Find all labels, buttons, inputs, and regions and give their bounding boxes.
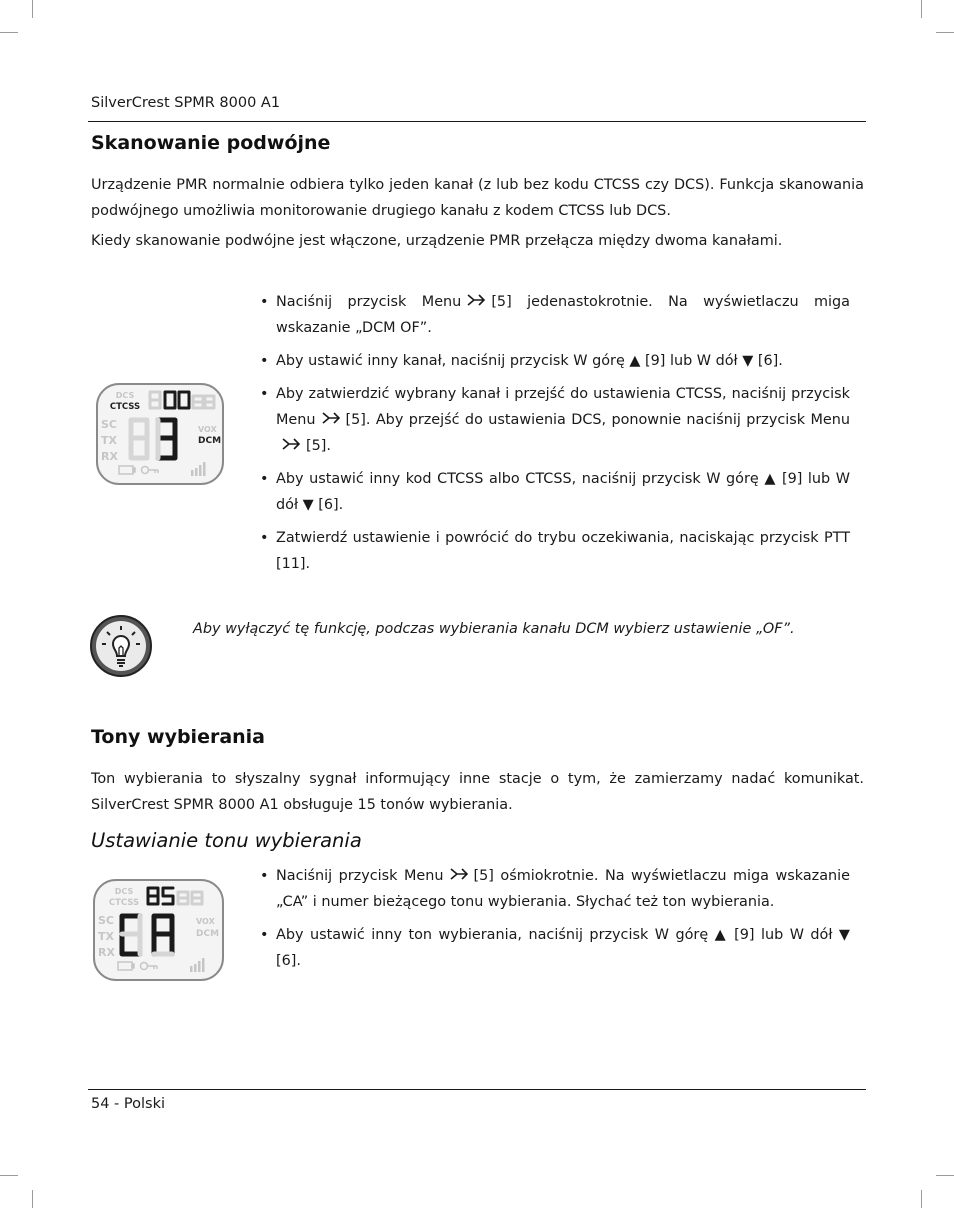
running-header: SilverCrest SPMR 8000 A1 <box>91 95 281 111</box>
section-heading-dual-scan: Skanowanie podwójne <box>91 132 331 154</box>
lcd-tx-label: TX <box>101 434 117 447</box>
page-footer: 54 - Polski <box>91 1096 166 1112</box>
bullet-list-dual-scan <box>258 289 850 584</box>
crop-mark <box>0 1175 18 1176</box>
lcd-sc-label: SC <box>101 418 117 431</box>
list-item-text: Aby ustawić inny kod CTCSS albo CTCSS, naciśnij przycisk W górę ▲ [9] lub W dół ▼ [6]. <box>276 471 850 513</box>
lcd-display-illustration <box>92 878 225 982</box>
paragraph: Urządzenie PMR normalnie odbiera tylko jeden kanał (z lub bez kodu CTCSS czy DCS). Funkcja skanowania podwójnego umożliwia monitorowanie drugiego kanału z kodem CTCSS lub DCS. <box>91 177 864 219</box>
lcd-dcm-label: DCM <box>198 436 222 446</box>
lcd-dcs-label: DCS <box>114 887 134 896</box>
list-item-text: Aby ustawić inny kanał, naciśnij przycisk W górę ▲ [9] lub W dół ▼ [6]. <box>276 353 783 369</box>
list-item: • Aby zatwierdzić wybrany kanał i przejść do ustawienia CTCSS, naciśnij przycisk Menu [5]. Aby przejść do ustawienia DCS, ponownie naciśnij przycisk Menu[5]. <box>260 386 850 454</box>
list-item-text: Aby ustawić inny ton wybierania, naciśnij przycisk W górę ▲ [9] lub W dół ▼ [6]. <box>276 927 850 969</box>
crop-mark <box>936 1175 954 1176</box>
lcd-display-illustration <box>95 382 225 486</box>
lcd-dcm-label: DCM <box>196 929 220 939</box>
menu-arrow-icon <box>320 410 342 426</box>
menu-arrow-icon <box>448 866 470 882</box>
list-item-text: Aby zatwierdzić wybrany kanał i przejść do ustawienia CTCSS, naciśnij przycisk Menu <box>276 386 850 428</box>
bullet-list-dial-tones <box>258 863 850 981</box>
crop-mark <box>0 32 18 33</box>
lcd-vox-label: VOX <box>198 425 217 434</box>
crop-mark <box>921 1190 922 1208</box>
paragraph: Kiedy skanowanie podwójne jest włączone, urządzenie PMR przełącza między dwoma kanałami. <box>91 233 783 249</box>
subsection-heading: Ustawianie tonu wybierania <box>91 829 362 852</box>
list-item: • Naciśnij przycisk Menu [5] ośmiokrotnie. Na wyświetlaczu miga wskazanie „CA” i numer bieżącego tonu wybierania. Słychać też ton wybierania. <box>260 868 850 910</box>
lcd-tx-label: TX <box>98 930 114 943</box>
lcd-vox-label: VOX <box>196 917 215 926</box>
list-item-text: Zatwierdź ustawienie i powrócić do trybu oczekiwania, naciskając przycisk PTT [11]. <box>276 530 850 572</box>
lcd-ctcss-label: CTCSS <box>108 898 140 908</box>
crop-mark <box>32 1190 33 1208</box>
section-heading-dial-tones: Tony wybierania <box>91 726 266 748</box>
list-item: • Naciśnij przycisk Menu [5] jedenastokrotnie. Na wyświetlaczu miga wskazanie „DCM OF”. <box>260 294 850 336</box>
list-item-text: [5]. <box>306 438 331 454</box>
lcd-rx-label: RX <box>101 450 118 463</box>
lcd-dcs-label: DCS <box>115 391 135 400</box>
list-item: • Aby ustawić inny kod CTCSS albo CTCSS, naciśnij przycisk W górę ▲ [9] lub W dół ▼ [6]. <box>260 471 850 513</box>
lcd-sc-label: SC <box>98 914 114 927</box>
lcd-ctcss-label: CTCSS <box>109 402 141 412</box>
list-item-text: Naciśnij przycisk Menu <box>276 294 462 310</box>
list-item: • Aby ustawić inny ton wybierania, naciśnij przycisk W górę ▲ [9] lub W dół ▼ [6]. <box>260 927 850 969</box>
paragraph: Ton wybierania to słyszalny sygnał informujący inne stacje o tym, że zamierzamy nadać komunikat. SilverCrest SPMR 8000 A1 obsługuje 15 tonów wybierania. <box>91 771 864 813</box>
list-item-text: Naciśnij przycisk Menu <box>276 868 444 884</box>
lightbulb-icon <box>89 614 153 678</box>
list-item: • Zatwierdź ustawienie i powrócić do trybu oczekiwania, naciskając przycisk PTT [11]. <box>260 530 850 572</box>
header-rule <box>88 121 866 122</box>
lcd-rx-label: RX <box>98 946 115 959</box>
crop-mark <box>921 0 922 18</box>
menu-arrow-icon <box>465 292 487 308</box>
list-item-text: [5] ośmiokrotnie. Na wyświetlaczu miga wskazanie „CA” i numer bieżącego tonu wybierania. Słychać też ton wybierania. <box>276 868 850 910</box>
list-item: • Aby ustawić inny kanał, naciśnij przycisk W górę ▲ [9] lub W dół ▼ [6]. <box>260 353 783 369</box>
list-item-text: [5]. Aby przejść do ustawienia DCS, ponownie naciśnij przycisk Menu <box>345 412 850 428</box>
crop-mark <box>32 0 33 18</box>
tip-note: Aby wyłączyć tę funkcję, podczas wybierania kanału DCM wybierz ustawienie „OF”. <box>193 621 795 637</box>
list-item-text: [5] jedenastokrotnie. Na wyświetlaczu miga wskazanie „DCM OF”. <box>276 294 850 336</box>
crop-mark <box>936 32 954 33</box>
menu-arrow-icon <box>280 436 302 452</box>
footer-rule <box>88 1089 866 1090</box>
